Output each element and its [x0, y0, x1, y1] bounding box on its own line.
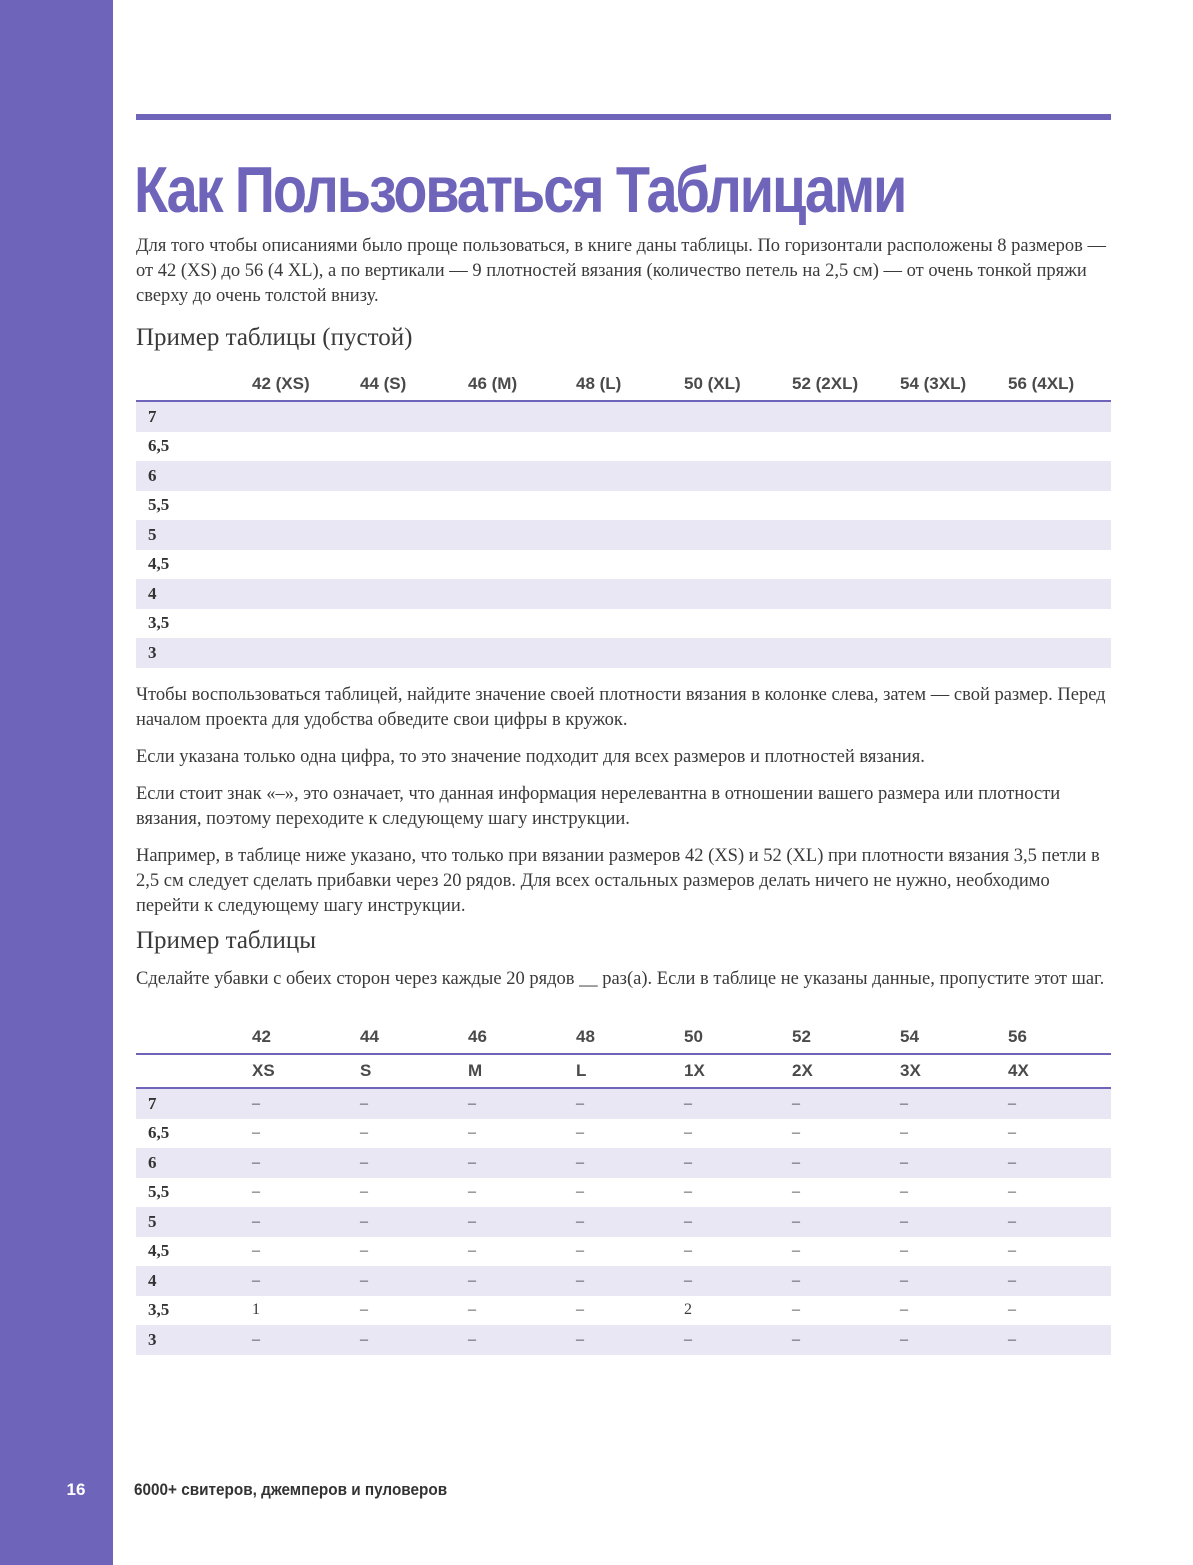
intro-paragraph: Для того чтобы описаниями было проще пользоваться, в книге даны таблицы. По горизонтали расположены 8 размеров — от 42 (XS) до 56 (4 XL), а по вертикали — 9 плотностей вязания (количество петель на 2,5 см) — от очень тонкой пряжи сверху до очень толстой внизу.	[136, 236, 1106, 306]
value-cell: –	[468, 1242, 476, 1260]
value-cell: –	[252, 1242, 260, 1260]
gauge-label: 5	[136, 520, 244, 550]
gauge-label: 7	[136, 1088, 244, 1119]
table-row	[136, 1178, 1111, 1208]
size-number-header: 52	[784, 1021, 892, 1054]
empty-cell	[676, 432, 784, 462]
empty-cell	[352, 401, 460, 432]
example-table-heading: Пример таблицы	[136, 927, 317, 954]
empty-cell	[244, 461, 352, 491]
value-cell: –	[460, 1325, 568, 1355]
value-cell: –	[1008, 1124, 1016, 1142]
value-cell: –	[360, 1242, 368, 1260]
value-cell: –	[460, 1148, 568, 1178]
empty-cell	[244, 609, 352, 639]
value-cell: 2	[684, 1301, 692, 1319]
top-divider	[136, 114, 1111, 120]
empty-cell	[784, 638, 892, 668]
empty-cell	[1000, 432, 1111, 462]
instruction-paragraph: Сделайте убавки с обеих сторон через каждые 20 рядов __ раз(а). Если в таблице не указаны данные, пропустите этот шаг.	[136, 969, 1105, 989]
table-row	[136, 1148, 1111, 1178]
table-row	[136, 1119, 1111, 1149]
empty-cell	[1000, 461, 1111, 491]
empty-cell	[352, 550, 460, 580]
value-cell: –	[252, 1124, 260, 1142]
empty-cell	[460, 638, 568, 668]
value-cell: –	[792, 1301, 800, 1319]
size-letter-header: 1X	[676, 1054, 784, 1088]
dash-sign-paragraph: Если стоит знак «–», это означает, что данная информация нерелевантна в отношении вашего размера или плотности вязания, поэтому переходите к следующему шагу инструкции.	[136, 784, 1061, 829]
empty-cell	[460, 491, 568, 521]
empty-cell	[784, 461, 892, 491]
empty-cell	[784, 550, 892, 580]
value-cell: –	[460, 1266, 568, 1296]
value-cell: –	[676, 1266, 784, 1296]
size-header: 50 (XL)	[676, 367, 784, 401]
value-cell: –	[352, 1207, 460, 1237]
size-header: 52 (2XL)	[784, 367, 892, 401]
gauge-label: 4,5	[148, 554, 170, 574]
example-gauge-table	[136, 1021, 1111, 1355]
value-cell: –	[784, 1088, 892, 1119]
value-cell: –	[676, 1325, 784, 1355]
value-cell: –	[792, 1242, 800, 1260]
gauge-label: 3,5	[148, 613, 170, 633]
table-row	[136, 550, 1111, 580]
empty-cell	[352, 520, 460, 550]
gauge-label: 4,5	[148, 1241, 170, 1261]
size-header: 54 (3XL)	[892, 367, 1000, 401]
value-cell: –	[244, 1088, 352, 1119]
empty-cell	[244, 550, 352, 580]
empty-cell	[1000, 609, 1111, 639]
value-cell: –	[900, 1242, 908, 1260]
book-title: 6000+ свитеров, джемперов и пуловеров	[134, 1480, 448, 1499]
size-letter-row	[136, 1054, 1111, 1088]
empty-cell	[568, 609, 676, 639]
size-number-header: 50	[676, 1021, 784, 1054]
value-cell: –	[360, 1183, 368, 1201]
empty-cell	[460, 401, 568, 432]
page-number: 16	[66, 1480, 86, 1499]
empty-cell	[892, 432, 1000, 462]
value-cell: –	[352, 1266, 460, 1296]
empty-cell	[892, 461, 1000, 491]
empty-cell	[1000, 401, 1111, 432]
value-cell: –	[244, 1207, 352, 1237]
gauge-label: 6,5	[148, 436, 170, 456]
value-cell: –	[1000, 1088, 1111, 1119]
empty-cell	[568, 491, 676, 521]
empty-cell	[460, 520, 568, 550]
size-letter-header: 3X	[892, 1054, 1000, 1088]
value-cell: –	[576, 1301, 584, 1319]
value-cell: –	[360, 1301, 368, 1319]
size-header: 48 (L)	[568, 367, 676, 401]
table-row	[136, 1296, 1111, 1326]
size-number-header: 42	[244, 1021, 352, 1054]
usage-paragraph: Чтобы воспользоваться таблицей, найдите значение своей плотности вязания в колонке слева, затем — свой размер. Перед началом проекта для удобства обведите свои цифры в кружок.	[136, 685, 1106, 730]
empty-cell	[244, 401, 352, 432]
empty-cell	[244, 491, 352, 521]
size-header: 46 (M)	[460, 367, 568, 401]
value-cell: –	[1000, 1325, 1111, 1355]
value-cell: –	[792, 1183, 800, 1201]
size-letter-header: 2X	[784, 1054, 892, 1088]
gauge-label: 5	[136, 1207, 244, 1237]
empty-cell	[460, 579, 568, 609]
value-cell: –	[352, 1088, 460, 1119]
value-cell: –	[1008, 1301, 1016, 1319]
value-cell: –	[1008, 1242, 1016, 1260]
size-number-header: 54	[892, 1021, 1000, 1054]
value-cell: –	[892, 1088, 1000, 1119]
empty-cell	[892, 550, 1000, 580]
empty-cell	[1000, 579, 1111, 609]
value-cell: –	[900, 1301, 908, 1319]
empty-cell	[568, 579, 676, 609]
value-cell: –	[784, 1148, 892, 1178]
empty-cell	[352, 638, 460, 668]
table-row	[136, 579, 1111, 609]
value-cell: –	[360, 1124, 368, 1142]
value-cell: –	[244, 1148, 352, 1178]
gauge-label: 4	[136, 579, 244, 609]
table-row	[136, 520, 1111, 550]
value-cell: –	[568, 1088, 676, 1119]
value-cell: –	[784, 1266, 892, 1296]
gauge-label: 5,5	[148, 1182, 170, 1202]
value-cell: –	[460, 1207, 568, 1237]
empty-cell	[352, 432, 460, 462]
value-cell: –	[468, 1124, 476, 1142]
table-row	[136, 1207, 1111, 1237]
empty-cell	[568, 520, 676, 550]
size-header: 42 (XS)	[244, 367, 352, 401]
value-cell: –	[576, 1183, 584, 1201]
size-number-header: 46	[460, 1021, 568, 1054]
value-cell: –	[900, 1124, 908, 1142]
value-cell: –	[352, 1148, 460, 1178]
value-cell: –	[568, 1207, 676, 1237]
value-cell: –	[900, 1183, 908, 1201]
size-letter-header: M	[460, 1054, 568, 1088]
empty-cell	[784, 401, 892, 432]
empty-cell	[676, 520, 784, 550]
page-title: Как Пользоваться Таблицами	[134, 153, 906, 226]
empty-cell	[568, 461, 676, 491]
table-row	[136, 1088, 1111, 1119]
gauge-label: 3	[136, 638, 244, 668]
value-cell: –	[568, 1266, 676, 1296]
size-header: 44 (S)	[352, 367, 460, 401]
size-number-header: 44	[352, 1021, 460, 1054]
empty-cell	[676, 638, 784, 668]
value-cell: –	[684, 1242, 692, 1260]
header-row	[136, 367, 1111, 401]
gauge-label: 3	[136, 1325, 244, 1355]
empty-cell	[892, 638, 1000, 668]
size-letter-header: S	[352, 1054, 460, 1088]
example-paragraph: Например, в таблице ниже указано, что только при вязании размеров 42 (XS) и 52 (XL) при плотности вязания 3,5 петли в 2,5 см следует сделать прибавки через 20 рядов. Для всех остальных размеров делать ничего не нужно, необходимо перейти к следующему шагу инструкции.	[136, 846, 1100, 916]
empty-table-heading: Пример таблицы (пустой)	[136, 324, 413, 351]
size-number-header: 56	[1000, 1021, 1111, 1054]
empty-cell	[1000, 550, 1111, 580]
value-cell: –	[684, 1183, 692, 1201]
size-header: 56 (4XL)	[1000, 367, 1111, 401]
table-row	[136, 461, 1111, 491]
gauge-label: 3,5	[148, 1300, 170, 1320]
value-cell: –	[352, 1325, 460, 1355]
empty-cell	[784, 432, 892, 462]
empty-cell	[892, 609, 1000, 639]
empty-cell	[352, 579, 460, 609]
gauge-label: 7	[136, 401, 244, 432]
empty-cell	[460, 609, 568, 639]
empty-cell	[460, 550, 568, 580]
empty-cell	[244, 579, 352, 609]
gauge-label: 5,5	[148, 495, 170, 515]
value-cell: –	[468, 1183, 476, 1201]
value-cell: –	[892, 1266, 1000, 1296]
value-cell: –	[576, 1242, 584, 1260]
value-cell: –	[468, 1301, 476, 1319]
empty-cell	[784, 579, 892, 609]
empty-cell	[568, 638, 676, 668]
empty-cell	[568, 432, 676, 462]
empty-cell	[676, 401, 784, 432]
empty-cell	[892, 491, 1000, 521]
value-cell: –	[784, 1207, 892, 1237]
value-cell: –	[676, 1207, 784, 1237]
gauge-label: 6	[136, 1148, 244, 1178]
empty-cell	[352, 609, 460, 639]
value-cell: –	[892, 1207, 1000, 1237]
table-row	[136, 1266, 1111, 1296]
value-cell: –	[892, 1325, 1000, 1355]
value-cell: –	[1008, 1183, 1016, 1201]
empty-cell	[244, 520, 352, 550]
empty-cell	[244, 638, 352, 668]
table-row	[136, 491, 1111, 521]
empty-cell	[784, 491, 892, 521]
value-cell: –	[1000, 1266, 1111, 1296]
empty-cell	[244, 432, 352, 462]
value-cell: –	[1000, 1148, 1111, 1178]
empty-cell	[568, 550, 676, 580]
empty-cell	[892, 579, 1000, 609]
empty-cell	[676, 550, 784, 580]
value-cell: –	[244, 1325, 352, 1355]
value-cell: –	[1000, 1207, 1111, 1237]
value-cell: –	[460, 1088, 568, 1119]
empty-cell	[784, 520, 892, 550]
table-row	[136, 609, 1111, 639]
size-letter-header: L	[568, 1054, 676, 1088]
table-row	[136, 401, 1111, 432]
empty-cell	[892, 401, 1000, 432]
table-row	[136, 432, 1111, 462]
table-row	[136, 638, 1111, 668]
empty-cell	[352, 461, 460, 491]
value-cell: –	[676, 1088, 784, 1119]
value-cell: –	[684, 1124, 692, 1142]
value-cell: –	[892, 1148, 1000, 1178]
single-value-paragraph: Если указана только одна цифра, то это значение подходит для всех размеров и плотностей вязания.	[136, 747, 925, 767]
empty-cell	[676, 579, 784, 609]
table-row	[136, 1237, 1111, 1267]
value-cell: 1	[252, 1301, 260, 1319]
empty-cell	[892, 520, 1000, 550]
gauge-label: 6,5	[148, 1123, 170, 1143]
gauge-header-cell	[136, 367, 244, 401]
gauge-header-cell	[136, 1054, 244, 1088]
gauge-label: 6	[136, 461, 244, 491]
empty-cell	[784, 609, 892, 639]
gauge-label: 4	[136, 1266, 244, 1296]
value-cell: –	[784, 1325, 892, 1355]
value-cell: –	[252, 1183, 260, 1201]
value-cell: –	[568, 1148, 676, 1178]
gauge-header-cell	[136, 1021, 244, 1054]
empty-cell	[1000, 491, 1111, 521]
empty-cell	[568, 401, 676, 432]
empty-cell	[460, 432, 568, 462]
value-cell: –	[576, 1124, 584, 1142]
value-cell: –	[568, 1325, 676, 1355]
empty-cell	[676, 491, 784, 521]
value-cell: –	[792, 1124, 800, 1142]
empty-cell	[460, 461, 568, 491]
size-letter-header: XS	[244, 1054, 352, 1088]
size-letter-header: 4X	[1000, 1054, 1111, 1088]
table-row	[136, 1325, 1111, 1355]
value-cell: –	[244, 1266, 352, 1296]
empty-cell	[1000, 520, 1111, 550]
size-number-header: 48	[568, 1021, 676, 1054]
empty-cell	[676, 461, 784, 491]
empty-gauge-table	[136, 367, 1111, 668]
side-color-bar	[0, 0, 113, 1565]
empty-cell	[1000, 638, 1111, 668]
value-cell: –	[676, 1148, 784, 1178]
size-number-row	[136, 1021, 1111, 1054]
empty-cell	[352, 491, 460, 521]
empty-cell	[676, 609, 784, 639]
